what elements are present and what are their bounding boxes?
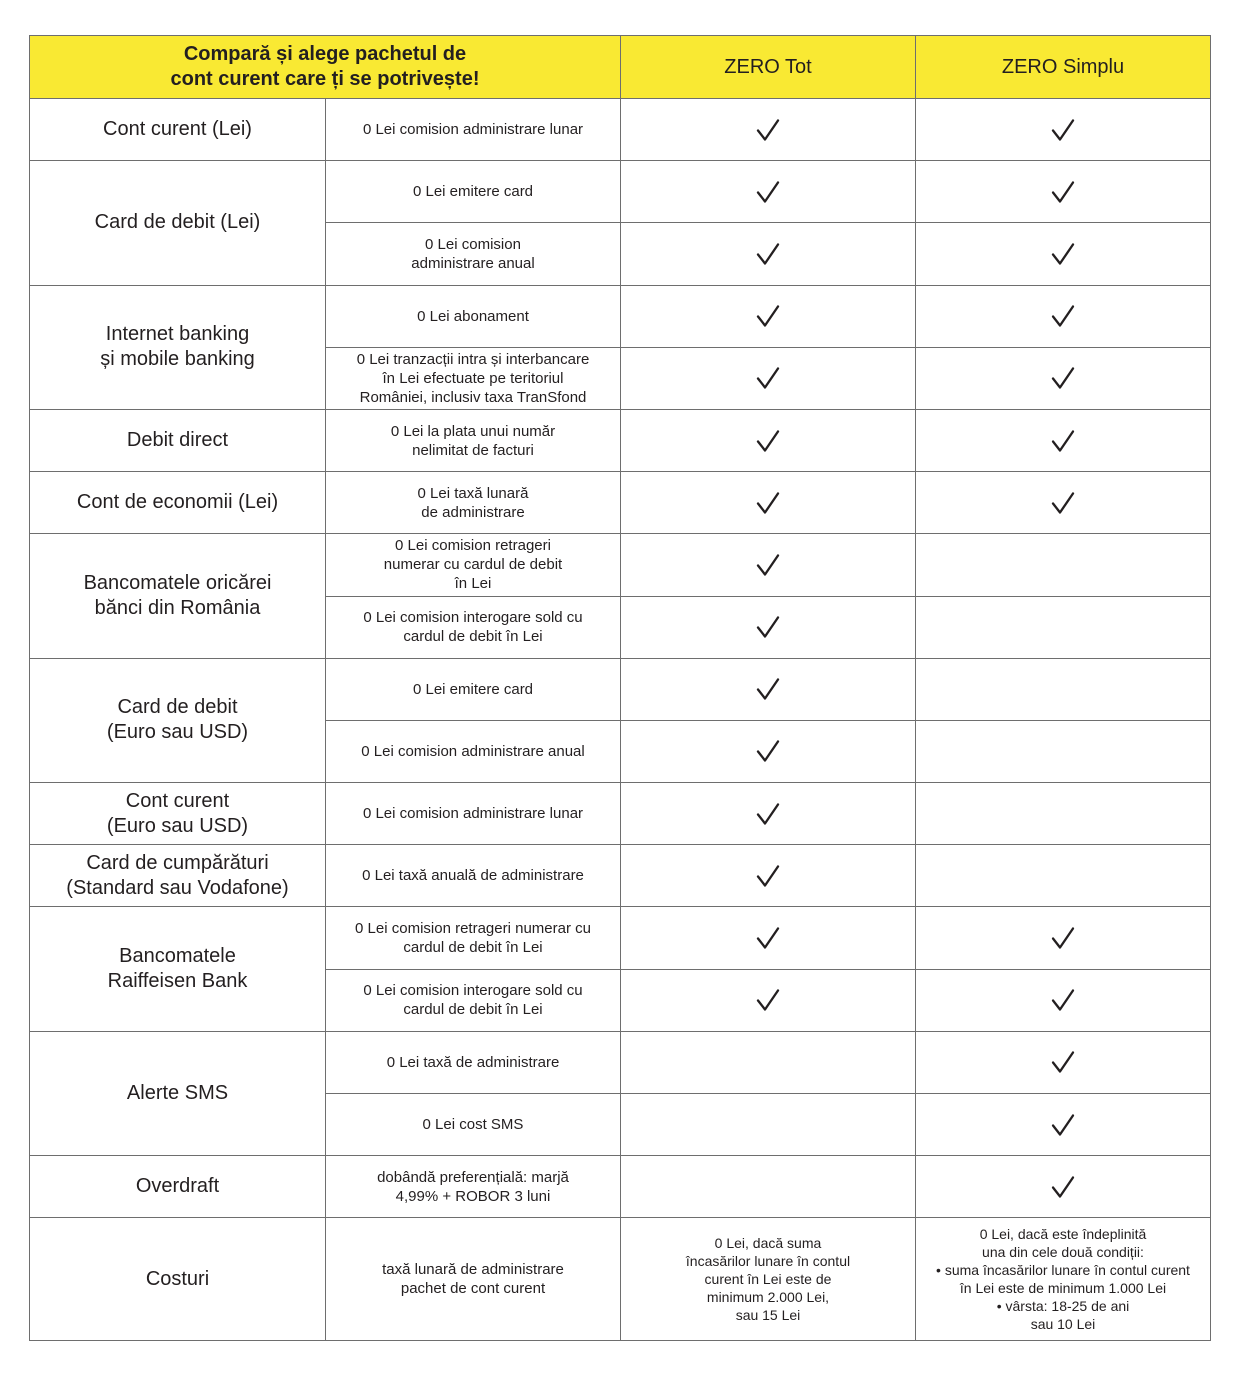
benefit-text: dobândă preferențială: marjă 4,99% + ROBOR 3 luni (326, 1156, 620, 1217)
check-icon (756, 304, 780, 328)
check-icon (1051, 1113, 1075, 1137)
benefit-text: 0 Lei tranzacții intra și interbancare în Lei efectuate pe teritoriul României, inclusiv taxa TranSfond (326, 348, 620, 409)
cost-zero-tot: 0 Lei, dacă suma încasărilor lunare în contul curent în Lei este de minimum 2.000 Lei, sau 15 Lei (621, 1218, 915, 1340)
check-icon (1051, 180, 1075, 204)
benefit-text: 0 Lei abonament (326, 286, 620, 347)
comparison-table (29, 35, 1211, 1341)
benefit-text: 0 Lei emitere card (326, 161, 620, 222)
benefit-text: 0 Lei emitere card (326, 659, 620, 720)
benefit-text: 0 Lei cost SMS (326, 1094, 620, 1155)
zero-simplu-cell (916, 970, 1210, 1031)
check-icon (756, 429, 780, 453)
zero-simplu-cell (916, 161, 1210, 222)
check-icon (756, 366, 780, 390)
zero-tot-cell (621, 99, 915, 160)
costs-label: Costuri (30, 1218, 325, 1340)
zero-tot-cell (621, 472, 915, 533)
section-label: Bancomatele Raiffeisen Bank (30, 907, 325, 1030)
section-label: Overdraft (30, 1156, 325, 1217)
check-icon (756, 988, 780, 1012)
benefit-text: 0 Lei comision interogare sold cu cardul de debit în Lei (326, 597, 620, 658)
zero-simplu-cell (916, 845, 1210, 906)
benefit-text: 0 Lei taxă lunară de administrare (326, 472, 620, 533)
benefit-text: 0 Lei la plata unui număr nelimitat de facturi (326, 410, 620, 471)
benefit-text: 0 Lei comision administrare lunar (326, 783, 620, 844)
zero-tot-cell (621, 721, 915, 782)
check-icon (756, 180, 780, 204)
check-icon (1051, 242, 1075, 266)
check-icon (756, 677, 780, 701)
zero-simplu-cell (916, 348, 1210, 409)
check-icon (1051, 118, 1075, 142)
benefit-text: 0 Lei comision retrageri numerar cu cardul de debit în Lei (326, 907, 620, 968)
section-label: Internet banking și mobile banking (30, 286, 325, 409)
benefit-text: 0 Lei comision retrageri numerar cu cardul de debit în Lei (326, 534, 620, 595)
zero-simplu-cell (916, 223, 1210, 284)
check-icon (1051, 1175, 1075, 1199)
benefit-text: 0 Lei taxă anuală de administrare (326, 845, 620, 906)
zero-tot-cell (621, 223, 915, 284)
check-icon (1051, 491, 1075, 515)
zero-simplu-cell (916, 99, 1210, 160)
zero-tot-cell (621, 783, 915, 844)
zero-simplu-cell (916, 659, 1210, 720)
zero-simplu-cell (916, 597, 1210, 658)
zero-simplu-cell (916, 1094, 1210, 1155)
check-icon (756, 739, 780, 763)
zero-tot-cell (621, 286, 915, 347)
plan-zero-tot-header: ZERO Tot (621, 36, 915, 98)
check-icon (1051, 366, 1075, 390)
zero-simplu-cell (916, 1032, 1210, 1093)
check-icon (756, 242, 780, 266)
check-icon (756, 118, 780, 142)
zero-tot-cell (621, 907, 915, 968)
zero-tot-cell (621, 1156, 915, 1217)
zero-simplu-cell (916, 1156, 1210, 1217)
section-label: Card de cumpărături (Standard sau Vodafone) (30, 845, 325, 906)
zero-tot-cell (621, 597, 915, 658)
zero-tot-cell (621, 161, 915, 222)
check-icon (756, 491, 780, 515)
table-title: Compară și alege pachetul de cont curent care ți se potrivește! (30, 36, 620, 98)
zero-simplu-cell (916, 410, 1210, 471)
check-icon (756, 615, 780, 639)
costs-description: taxă lunară de administrare pachet de cont curent (326, 1218, 620, 1340)
zero-simplu-cell (916, 783, 1210, 844)
check-icon (1051, 429, 1075, 453)
section-label: Cont curent (Euro sau USD) (30, 783, 325, 844)
zero-tot-cell (621, 1094, 915, 1155)
zero-simplu-cell (916, 534, 1210, 595)
plan-zero-simplu-header: ZERO Simplu (916, 36, 1210, 98)
section-label: Cont de economii (Lei) (30, 472, 325, 533)
check-icon (756, 553, 780, 577)
benefit-text: 0 Lei comision administrare lunar (326, 99, 620, 160)
zero-simplu-cell (916, 472, 1210, 533)
zero-tot-cell (621, 970, 915, 1031)
check-icon (1051, 988, 1075, 1012)
section-label: Cont curent (Lei) (30, 99, 325, 160)
zero-tot-cell (621, 348, 915, 409)
benefit-text: 0 Lei comision administrare anual (326, 223, 620, 284)
check-icon (1051, 926, 1075, 950)
cost-zero-simplu: 0 Lei, dacă este îndeplinită una din cele două condiții: • suma încasărilor lunare în contul curent în Lei este de minimum 1.000 Lei • vârsta: 18-25 de ani sau 10 Lei (916, 1218, 1210, 1340)
zero-simplu-cell (916, 907, 1210, 968)
zero-tot-cell (621, 659, 915, 720)
section-label: Card de debit (Euro sau USD) (30, 659, 325, 782)
zero-simplu-cell (916, 286, 1210, 347)
check-icon (756, 926, 780, 950)
zero-tot-cell (621, 534, 915, 595)
zero-simplu-cell (916, 721, 1210, 782)
check-icon (1051, 304, 1075, 328)
zero-tot-cell (621, 845, 915, 906)
section-label: Bancomatele oricărei bănci din România (30, 534, 325, 657)
section-label: Debit direct (30, 410, 325, 471)
check-icon (756, 802, 780, 826)
benefit-text: 0 Lei taxă de administrare (326, 1032, 620, 1093)
section-label: Alerte SMS (30, 1032, 325, 1155)
benefit-text: 0 Lei comision interogare sold cu cardul de debit în Lei (326, 970, 620, 1031)
zero-tot-cell (621, 1032, 915, 1093)
check-icon (756, 864, 780, 888)
benefit-text: 0 Lei comision administrare anual (326, 721, 620, 782)
zero-tot-cell (621, 410, 915, 471)
check-icon (1051, 1050, 1075, 1074)
section-label: Card de debit (Lei) (30, 161, 325, 284)
